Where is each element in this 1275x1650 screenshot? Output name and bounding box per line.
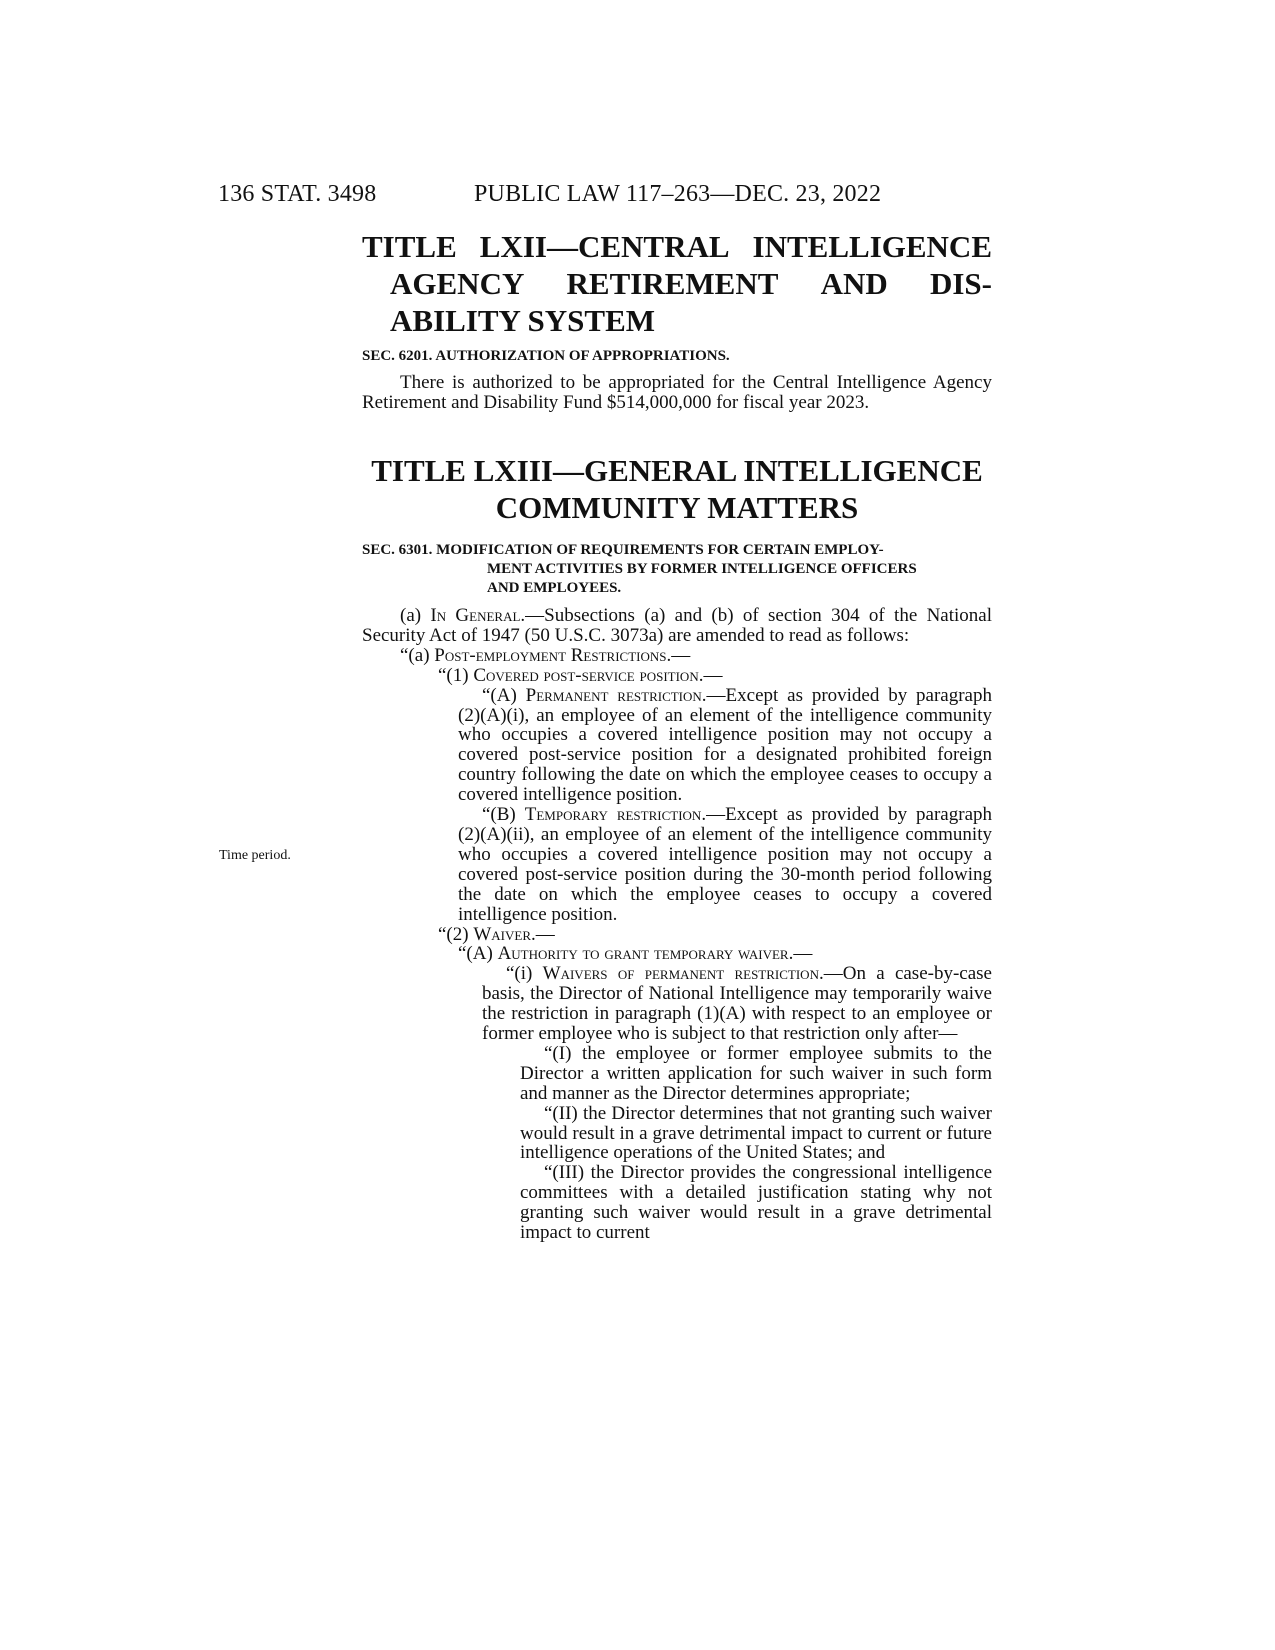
quoted-2Ai-label: “(i) xyxy=(506,963,543,985)
quoted-a-label: “(a) xyxy=(400,644,435,666)
margin-note: Time period. xyxy=(219,848,291,863)
page-stat-citation: 136 STAT. 3498 xyxy=(218,181,377,207)
quoted-1-label: “(1) xyxy=(438,664,474,686)
title-lxii-word: AND xyxy=(820,266,888,301)
quoted-subparagraph-2A xyxy=(362,944,992,964)
section-6201-heading: SEC. 6201. AUTHORIZATION OF APPROPRIATIONS. xyxy=(362,348,730,364)
quoted-2-label: “(2) xyxy=(438,923,474,945)
quoted-clause-2Ai xyxy=(362,964,992,1044)
section-6201-text: There is authorized to be appropriated for the Central Intelligence Agency Retirement and Disability Fund $514,000,000 for fiscal year 2023. xyxy=(362,372,992,413)
quoted-1A-heading: Permanent restriction xyxy=(525,684,702,706)
quoted-subclause-I: “(I) the employee or former employee submits to the Director a written application for such waiver in such form and manner as the Director determines appropriate; xyxy=(520,1042,992,1104)
section-6301-heading-line: MENT ACTIVITIES BY FORMER INTELLIGENCE OFFICERS xyxy=(487,561,917,577)
quoted-2Ai-text: .—On a case-by-case basis, the Director of National Intelligence may temporarily waive the restriction in paragraph (1)(A) with respect to an employee or former employee who is subject to that restriction only after— xyxy=(482,963,992,1045)
quoted-1B-text: .—Except as provided by paragraph (2)(A)(ii), an employee of an element of the intelligence community who occupies a covered intelligence position may not occupy a covered post-service position during the 30-month period following the date on which the employee ceases to occupy a covered intelligence position. xyxy=(458,804,993,925)
quoted-1A-label: “(A) xyxy=(482,684,526,706)
quoted-2-dash: .— xyxy=(531,923,555,945)
title-lxii-heading xyxy=(362,228,992,339)
quoted-2A-label: “(A) xyxy=(458,943,498,965)
quoted-subparagraph-1B xyxy=(362,805,992,924)
quoted-subclause-II: “(II) the Director determines that not granting such waiver would result in a grave detrimental impact to current or future intelligence operations of the United States; and xyxy=(520,1102,992,1164)
subsection-a xyxy=(362,606,992,646)
quoted-subparagraph-1A xyxy=(362,686,992,805)
title-lxii-word: TITLE xyxy=(362,229,457,264)
title-lxii-word: DIS- xyxy=(929,266,992,301)
title-lxii-line3: ABILITY SYSTEM xyxy=(390,303,656,338)
subsection-a-label: (a) xyxy=(400,605,431,626)
quoted-a-heading: Post-employment Restrictions xyxy=(434,644,667,666)
quoted-a-dash: .— xyxy=(666,644,691,666)
quoted-paragraph-2 xyxy=(362,925,992,945)
title-lxii-word: INTELLIGENCE xyxy=(752,229,992,264)
quoted-2Ai-heading: Waivers of permanent restriction xyxy=(542,963,819,985)
quoted-2A-dash: .— xyxy=(788,943,813,965)
section-6301-body xyxy=(362,606,992,1243)
title-lxii-word: RETIREMENT xyxy=(566,266,779,301)
quoted-subclause-III: “(III) the Director provides the congressional intelligence committees with a detailed justification stating why not granting such waiver would result in a grave detrimental impact to current xyxy=(520,1162,992,1244)
title-lxii-word: AGENCY xyxy=(390,266,525,301)
quoted-1B-label: “(B) xyxy=(482,804,525,826)
quoted-1A-text: .—Except as provided by paragraph (2)(A)(i), an employee of an element of the intelligence community who occupies a covered intelligence position may not occupy a covered post-service position for a designated prohibited foreign country following the date on which the employee ceases to occupy a covered intelligence position. xyxy=(458,684,992,806)
title-lxiii-line2: COMMUNITY MATTERS xyxy=(495,490,859,525)
section-6301-heading-line: SEC. 6301. MODIFICATION OF REQUIREMENTS FOR CERTAIN EMPLOY- xyxy=(362,542,884,558)
section-6201-body xyxy=(362,373,992,413)
quoted-2A-heading: Authority to grant temporary waiver xyxy=(497,943,789,965)
subsection-a-text: .—Subsections (a) and (b) of section 304 of the National Security Act of 1947 (50 U.S.C. 3073a) are amended to read as follows: xyxy=(362,605,992,646)
quoted-1B-heading: Temporary restriction xyxy=(524,804,702,826)
running-header: PUBLIC LAW 117–263—DEC. 23, 2022 xyxy=(474,181,882,207)
quoted-paragraph-1 xyxy=(362,666,992,686)
quoted-subsection-a xyxy=(362,646,992,666)
quoted-1-heading: Covered post-service position xyxy=(473,664,699,686)
title-lxiii-heading xyxy=(362,452,992,526)
quoted-2-heading: Waiver xyxy=(473,923,531,945)
title-lxiii-line1: TITLE LXIII—GENERAL INTELLIGENCE xyxy=(371,453,983,488)
section-6301-heading-line: AND EMPLOYEES. xyxy=(487,580,622,596)
subsection-a-heading: In General xyxy=(430,605,521,626)
title-lxii-word: LXII—CENTRAL xyxy=(479,229,730,264)
section-6301-heading xyxy=(362,541,992,598)
quoted-1-dash: .— xyxy=(698,664,723,686)
